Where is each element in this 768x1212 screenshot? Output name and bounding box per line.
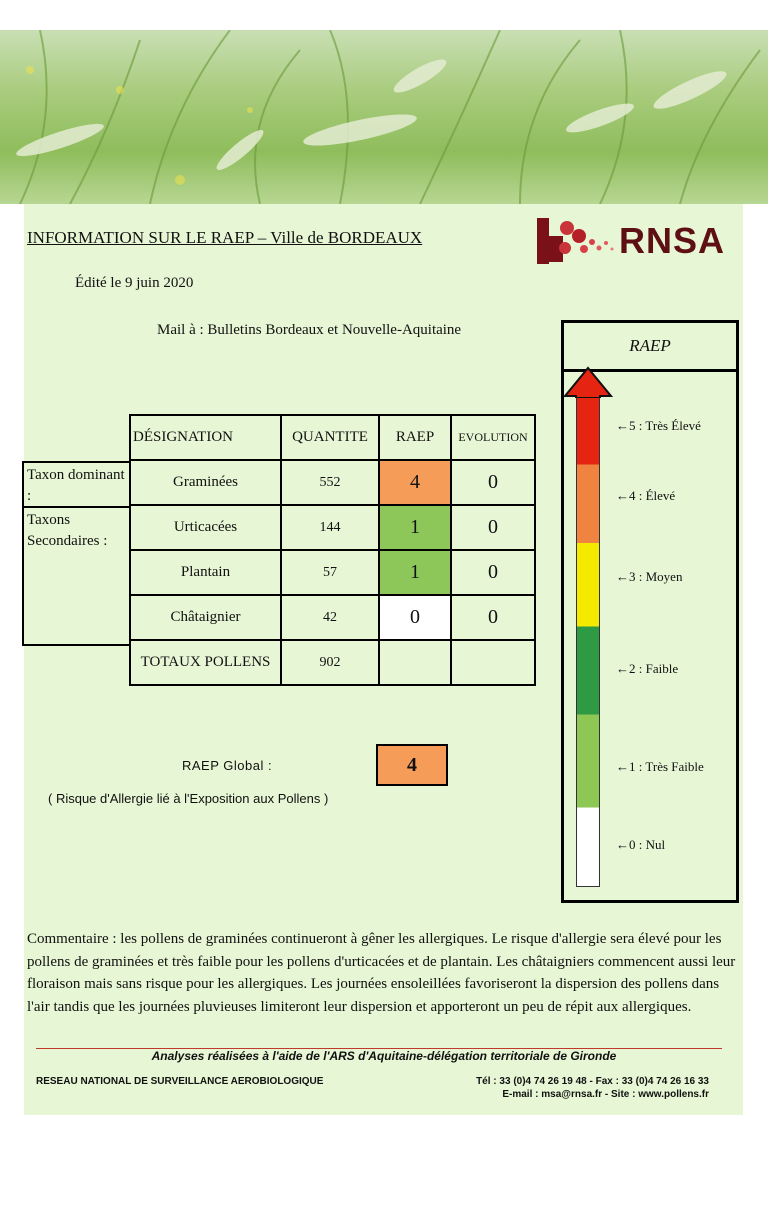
row-raep: 1 [379,505,451,550]
row-name: Plantain [130,550,281,595]
level-5-label: ←5 : Très Élevé [616,418,701,433]
page-title: INFORMATION SUR LE RAEP – Ville de BORDEAUX [27,228,423,247]
grass-banner-image [0,30,768,204]
raep-global-label: RAEP Global : [182,758,273,773]
row-name: Urticacées [130,505,281,550]
commentary: Commentaire : les pollens de graminées continueront à gêner les allergiques. Le risque d'allergie sera élevé pour les pollens de graminées et très faible pour les pollens d'urticacées et de plantain. Les châtaigniers commencent aussi leur floraison mais sans risque pour les allergiques. Les journées ensoleillées favoriseront la dispersion des pollens dans l'air tandis que les journées pluvieuses limiteront leur dispersion et apporteront un peu de répit aux allergiques. [27,931,736,1015]
raep-definition: ( Risque d'Allergie lié à l'Exposition aux Pollens ) [48,791,329,806]
scale-title: RAEP [564,323,736,372]
arrow-up-icon [563,366,613,398]
row-quantity: 552 [281,460,379,505]
row-evolution: 0 [451,505,535,550]
row-quantity: 57 [281,550,379,595]
totals-raep [379,640,451,685]
level-2-label: ←2 : Faible [616,661,679,676]
header-evolution: EVOLUTION [451,415,535,460]
totals-quantity: 902 [281,640,379,685]
analyses-note: Analyses réalisées à l'aide de l'ARS d'Aquitaine-délégation territoriale de Gironde [151,1049,617,1063]
taxons-secondaires-box [22,506,131,646]
totals-evolution [451,640,535,685]
level-3-label: ←3 : Moyen [616,569,683,584]
row-evolution: 0 [451,460,535,505]
table-row [130,460,535,505]
header-raep: RAEP [379,415,451,460]
taxons-secondaires-label: Taxons Secondaires : [27,512,108,549]
totals-label: TOTAUX POLLENS [130,640,281,685]
table-header-row [130,415,535,460]
taxon-dominant-box [22,461,131,508]
row-raep: 0 [379,595,451,640]
risk-color-bar [576,395,600,887]
pollen-table [129,414,536,686]
totals-row [130,640,535,685]
contact-phone: Tél : 33 (0)4 74 26 19 48 - Fax : 33 (0)4 74 26 16 33 [476,1076,709,1087]
row-raep: 1 [379,550,451,595]
rnsa-logo [536,216,736,268]
taxon-dominant-label: Taxon dominant : [27,467,125,504]
row-name: Graminées [130,460,281,505]
edition-date: Édité le 9 juin 2020 [75,275,194,291]
row-evolution: 0 [451,595,535,640]
header-quantite: QUANTITE [281,415,379,460]
row-quantity: 144 [281,505,379,550]
row-evolution: 0 [451,550,535,595]
contact-web: E-mail : msa@rnsa.fr - Site : www.pollens.fr [502,1089,709,1100]
header-designation: DÉSIGNATION [130,415,281,460]
level-1-label: ←1 : Très Faible [616,759,704,774]
row-quantity: 42 [281,595,379,640]
network-name: RESEAU NATIONAL DE SURVEILLANCE AEROBIOLOGIQUE [36,1076,324,1087]
row-raep: 4 [379,460,451,505]
row-name: Châtaignier [130,595,281,640]
table-row [130,550,535,595]
contact-info [466,1075,709,1101]
logo-text: RNSA [619,220,726,261]
table-row [130,595,535,640]
table-row [130,505,535,550]
raep-global-value: 4 [376,744,448,786]
mail-info: Mail à : Bulletins Bordeaux et Nouvelle-Aquitaine [157,322,462,338]
level-0-label: ←0 : Nul [616,837,666,852]
level-4-label: ←4 : Élevé [616,488,676,503]
